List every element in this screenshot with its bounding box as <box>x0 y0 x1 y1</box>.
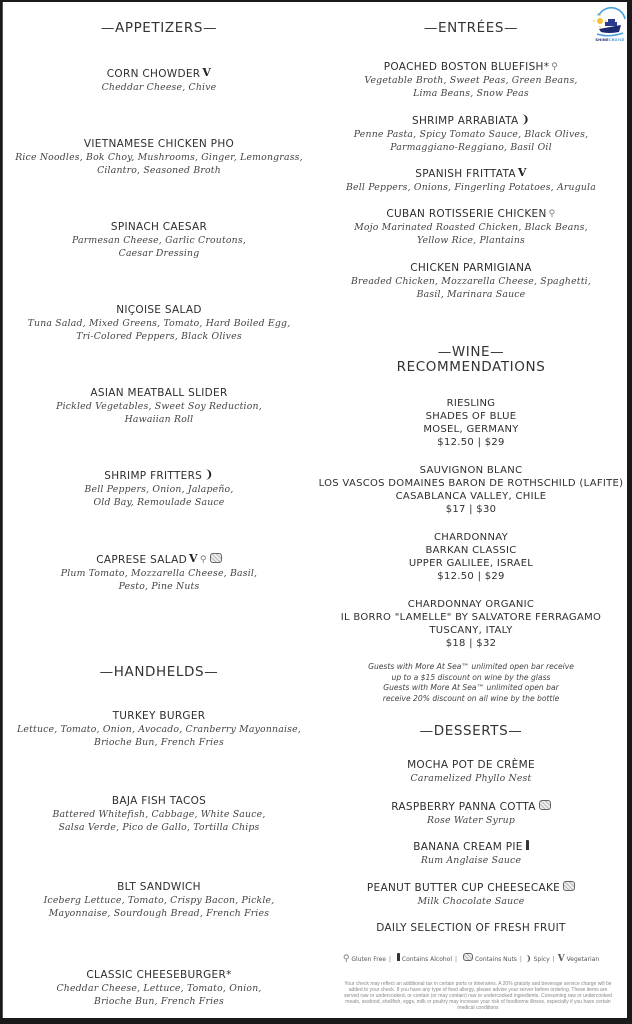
item-desc: Pickled Vegetables, Sweet Soy Reduction, <box>56 401 262 412</box>
wine-varietal: SAUVIGNON BLANC <box>419 465 523 476</box>
item-desc: Milk Chocolate Sauce <box>417 896 525 907</box>
menu-item-spinach-caesar <box>3 220 315 260</box>
item-name: ASIAN MEATBALL SLIDER <box>90 387 228 399</box>
item-desc: Lettuce, Tomato, Onion, Avocado, Cranberry Mayonnaise, <box>17 724 301 735</box>
item-desc: Brioche Bun, French Fries <box>94 996 224 1007</box>
item-name: VIETNAMESE CHICKEN PHO <box>83 138 235 150</box>
spicy-icon: ❩ <box>524 954 532 963</box>
item-name: CUBAN ROTISSERIE CHICKEN <box>386 208 547 220</box>
item-desc: Bell Peppers, Onions, Fingerling Potatoes, Arugula <box>346 182 596 193</box>
menu-item-fresh-fruit <box>315 921 627 935</box>
menu-item-cuban-rotisserie-chicken <box>315 207 627 247</box>
item-name: BLT SANDWICH <box>117 881 201 893</box>
nuts-icon <box>539 800 551 810</box>
menu-item-shrimp-arrabiata <box>315 113 627 154</box>
disclaimer-text: Your check may reflect an additional tax in certain ports or itineraries. A 20% gratuity and beverage service charge will be added to your check. If you have any type of food allergy, please advise your server before ordering. These items are served raw or undercooked, or contain (or may contain) raw or undercooked ingredients. Consuming raw or undercooked meats, seafood, shellfish, eggs, milk or poultry may increase your risk of foodborne illness, especially if you have certain medical conditions <box>344 981 612 1011</box>
menu-item-caprese-salad <box>3 552 315 593</box>
wine-varietal: CHARDONNAY ORGANIC <box>407 599 535 610</box>
wine-heading-line1: —WINE— <box>437 344 505 360</box>
wine-price: $18 | $32 <box>445 638 497 649</box>
menu-item-banana-cream-pie <box>315 840 627 867</box>
spicy-icon: ❩ <box>520 113 530 126</box>
item-desc: Lima Beans, Snow Peas <box>413 88 529 99</box>
logo-text: SHINECRUISE <box>595 38 625 42</box>
wine-producer: SHADES OF BLUE <box>425 411 517 422</box>
item-name: MOCHA POT DE CRÈME <box>407 759 535 771</box>
menu-item-spanish-frittata <box>315 166 627 194</box>
menu-item-chicken-parmigiana <box>315 261 627 301</box>
item-desc: Salsa Verde, Pico de Gallo, Tortilla Chips <box>58 822 260 833</box>
menu-page <box>2 2 627 1018</box>
item-desc: Rum Anglaise Sauce <box>420 855 522 866</box>
item-desc: Rice Noodles, Bok Choy, Mushrooms, Ginger, Lemongrass, <box>15 152 303 163</box>
item-desc: Brioche Bun, French Fries <box>94 737 224 748</box>
item-desc: Rose Water Syrup <box>427 815 515 826</box>
item-name: SHRIMP FRITTERS <box>104 470 203 482</box>
item-desc: Mayonnaise, Sourdough Bread, French Fries <box>48 908 270 919</box>
gluten-free-icon: ⚲ <box>199 555 207 565</box>
item-desc: Penne Pasta, Spicy Tomato Sauce, Black Olives, <box>353 129 589 140</box>
wine-varietal: CHARDONNAY <box>434 532 508 543</box>
gluten-free-icon: ⚲ <box>551 62 559 72</box>
wine-discount-note: Guests with More At Sea™ unlimited open bar receive up to a $15 discount on wine by the glass Guests with More At Sea™ unlimited open bar receive 20% discount on all wine by the bottle <box>368 662 574 703</box>
item-name: POACHED BOSTON BLUEFISH* <box>383 61 550 73</box>
menu-item-classic-cheeseburger <box>3 968 315 1008</box>
nuts-icon <box>463 953 473 961</box>
alcohol-icon <box>526 840 529 850</box>
item-desc: Iceberg Lettuce, Tomato, Crispy Bacon, Pickle, <box>43 895 275 906</box>
item-name: NIÇOISE SALAD <box>116 304 202 316</box>
item-name: SPINACH CAESAR <box>110 221 208 233</box>
gluten-free-icon: ⚲ <box>342 954 350 964</box>
item-desc: Cilantro, Seasoned Broth <box>97 165 221 176</box>
vegetarian-icon: V <box>202 66 212 79</box>
wine-producer: BARKAN CLASSIC <box>425 545 517 556</box>
item-name: SPANISH FRITTATA <box>415 168 516 180</box>
item-desc: Parmaggiano-Reggiano, Basil Oil <box>390 142 552 153</box>
gluten-free-icon: ⚲ <box>548 209 556 219</box>
item-desc: Vegetable Broth, Sweet Peas, Green Beans, <box>364 75 578 86</box>
item-desc: Breaded Chicken, Mozzarella Cheese, Spaghetti, <box>350 276 592 287</box>
wine-producer: IL BORRO "LAMELLE" BY SALVATORE FERRAGAMO <box>340 612 602 623</box>
vegetarian-icon: V <box>557 954 565 964</box>
wine-region: TUSCANY, ITALY <box>429 625 513 636</box>
menu-item-vietnamese-chicken-pho <box>3 137 315 177</box>
desserts-heading: —DESSERTS— <box>419 723 523 739</box>
item-desc: Battered Whitefish, Cabbage, White Sauce, <box>52 809 266 820</box>
item-name: RASPBERRY PANNA COTTA <box>391 801 536 813</box>
page-border-bottom <box>0 1019 632 1024</box>
alcohol-icon <box>397 953 400 961</box>
menu-item-poached-boston-bluefish <box>315 60 627 100</box>
menu-item-nicoise-salad <box>3 303 315 343</box>
appetizers-heading: —APPETIZERS— <box>100 20 218 36</box>
legend-vegetarian: Vegetarian <box>566 956 600 963</box>
item-desc: Basil, Marinara Sauce <box>416 289 526 300</box>
item-name: CORN CHOWDER <box>106 68 201 80</box>
legend-alcohol: Contains Alcohol <box>401 956 452 963</box>
item-desc: Old Bay, Remoulade Sauce <box>93 497 225 508</box>
item-desc: Caramelized Phyllo Nest <box>410 773 532 784</box>
item-desc: Caesar Dressing <box>118 248 200 259</box>
wine-item-riesling <box>315 397 627 449</box>
wine-price: $12.50 | $29 <box>437 571 505 582</box>
nuts-icon <box>210 553 222 563</box>
wine-item-sauvignon-blanc <box>315 464 627 516</box>
item-desc: Mojo Marinated Roasted Chicken, Black Beans, <box>354 222 588 233</box>
wine-item-chardonnay-organic <box>315 598 627 650</box>
menu-item-baja-fish-tacos <box>3 794 315 834</box>
item-desc: Pesto, Pine Nuts <box>118 581 200 592</box>
menu-item-peanut-butter-cup-cheesecake <box>315 881 627 908</box>
item-name: TURKEY BURGER <box>112 710 206 722</box>
entrees-heading: —ENTRÉES— <box>423 20 519 36</box>
item-desc: Tri-Colored Peppers, Black Olives <box>76 331 242 342</box>
nuts-icon <box>563 881 575 891</box>
cruise-ship-icon <box>591 5 627 39</box>
item-name: BANANA CREAM PIE <box>413 841 523 853</box>
item-name: SHRIMP ARRABIATA <box>412 115 519 127</box>
wine-heading-line2: RECOMMENDATIONS <box>396 359 546 375</box>
menu-item-raspberry-panna-cotta <box>315 800 627 827</box>
item-name: CLASSIC CHEESEBURGER* <box>86 969 232 981</box>
item-name: DAILY SELECTION OF FRESH FRUIT <box>376 922 566 934</box>
page-border-right <box>627 0 632 1024</box>
menu-item-asian-meatball-slider <box>3 386 315 426</box>
wine-price: $12.50 | $29 <box>437 437 505 448</box>
item-name: CHICKEN PARMIGIANA <box>410 262 532 274</box>
wine-producer: LOS VASCOS DOMAINES BARON DE ROTHSCHILD (LAFITE) <box>318 478 624 489</box>
legend-nuts: Contains Nuts <box>474 956 517 963</box>
menu-item-mocha-pot-de-creme <box>315 758 627 785</box>
menu-item-blt-sandwich <box>3 880 315 920</box>
item-desc: Tuna Salad, Mixed Greens, Tomato, Hard Boiled Egg, <box>27 318 291 329</box>
menu-item-corn-chowder <box>3 66 315 94</box>
item-desc: Yellow Rice, Plantains <box>416 235 526 246</box>
wine-varietal: RIESLING <box>446 398 496 409</box>
item-desc: Cheddar Cheese, Chive <box>101 82 217 93</box>
wine-region: UPPER GALILEE, ISRAEL <box>408 558 534 569</box>
wine-region: MOSEL, GERMANY <box>423 424 519 435</box>
vegetarian-icon: V <box>517 166 527 179</box>
wine-item-chardonnay <box>315 531 627 583</box>
wine-price: $17 | $30 <box>445 504 497 515</box>
item-name: CAPRESE SALAD <box>96 554 187 566</box>
legend-spicy: Spicy <box>533 956 550 963</box>
item-desc: Cheddar Cheese, Lettuce, Tomato, Onion, <box>56 983 262 994</box>
item-desc: Parmesan Cheese, Garlic Croutons, <box>72 235 246 246</box>
menu-item-turkey-burger <box>3 709 315 749</box>
item-name: BAJA FISH TACOS <box>111 795 207 807</box>
legend-gluten-free: Gluten Free <box>351 956 386 963</box>
item-name: PEANUT BUTTER CUP CHEESECAKE <box>366 882 561 894</box>
brand-logo <box>591 5 627 45</box>
wine-region: CASABLANCA VALLEY, CHILE <box>395 491 547 502</box>
menu-item-shrimp-fritters <box>3 468 315 509</box>
item-desc: Plum Tomato, Mozzarella Cheese, Basil, <box>60 568 258 579</box>
handhelds-heading: —HANDHELDS— <box>99 664 219 680</box>
spicy-icon: ❩ <box>204 468 214 481</box>
item-desc: Hawaiian Roll <box>124 414 194 425</box>
dietary-legend: ⚲ Gluten Free | Contains Alcohol | Contains Nuts | ❩ Spicy | V Vegetarian <box>342 954 600 964</box>
vegetarian-icon: V <box>188 552 198 565</box>
item-desc: Bell Peppers, Onion, Jalapeño, <box>84 484 234 495</box>
